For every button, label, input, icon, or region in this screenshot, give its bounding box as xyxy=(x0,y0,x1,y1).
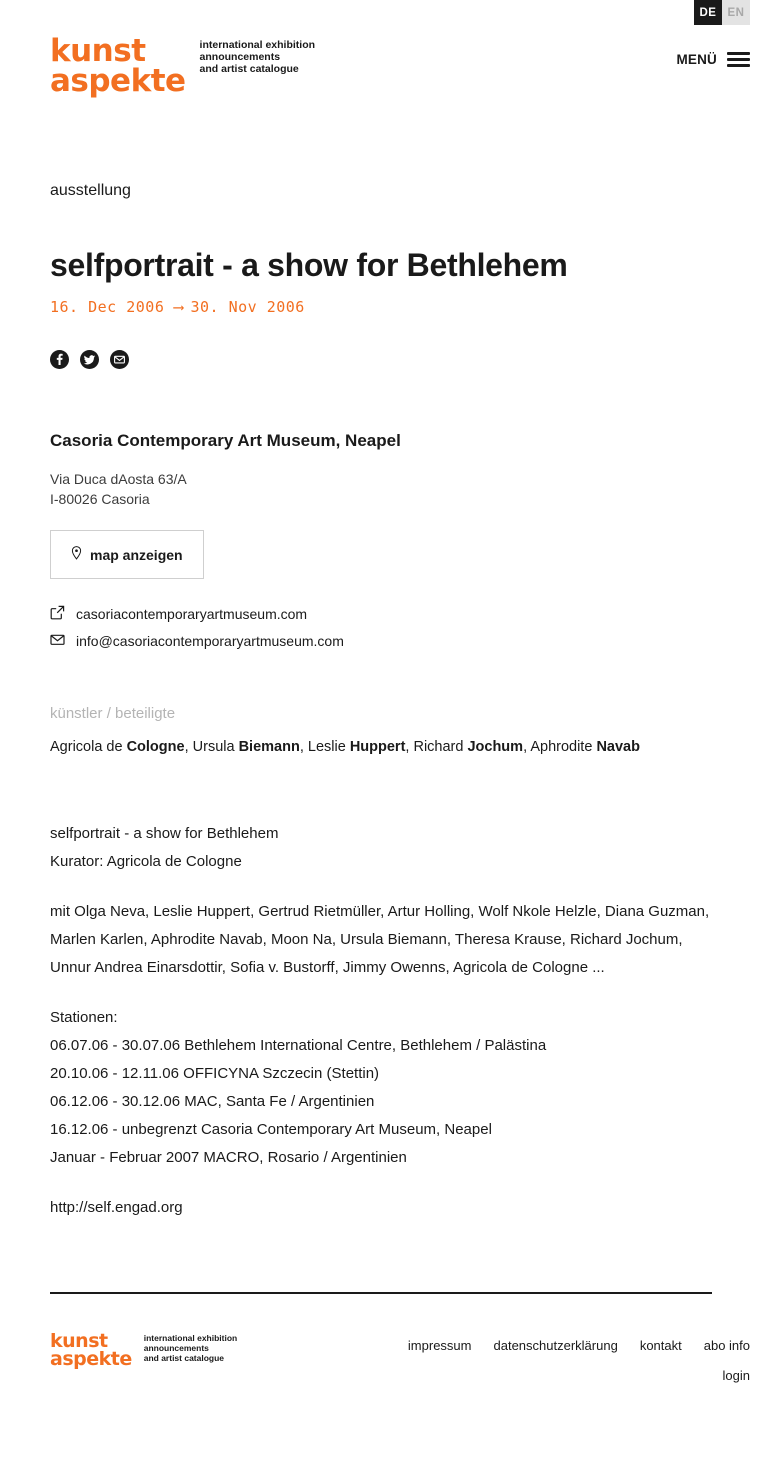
logo-wordmark xyxy=(50,33,186,99)
description-url: http://self.engad.org xyxy=(50,1199,183,1216)
station-item: 16.12.06 - unbegrenzt Casoria Contemporary Art Museum, Neapel xyxy=(50,1121,492,1138)
hamburger-icon xyxy=(727,52,750,67)
date-range xyxy=(50,298,712,316)
logo-line-aspekte: aspekte xyxy=(50,63,186,99)
share-row xyxy=(50,350,712,369)
footer-login xyxy=(408,1368,750,1383)
footer-logo-line-aspekte: aspekte xyxy=(50,1348,132,1370)
page-title: selfportrait - a show for Bethlehem xyxy=(50,247,568,283)
menu-button-label: MENÜ xyxy=(676,52,717,67)
footer-link-impressum[interactable]: impressum xyxy=(407,1338,472,1353)
website-link[interactable] xyxy=(50,605,712,623)
footer-link-kontakt[interactable]: kontakt xyxy=(639,1338,682,1353)
logo-line-kunst: kunst xyxy=(50,33,146,69)
artist-lastname: Cologne xyxy=(126,739,185,755)
artist-firstname: Leslie xyxy=(307,739,346,755)
artist-separator: , xyxy=(299,739,304,755)
language-option-de[interactable]: DE xyxy=(694,0,722,25)
footer-logo-wordmark xyxy=(50,1332,132,1368)
show-map-button-label: map anzeigen xyxy=(90,546,183,563)
facebook-icon[interactable] xyxy=(50,350,69,369)
artist-item[interactable] xyxy=(413,739,527,755)
artist-firstname: Aphrodite xyxy=(530,739,593,755)
artist-item[interactable] xyxy=(308,739,410,755)
description-text xyxy=(50,820,712,1222)
footer-tagline-line-1: international exhibition xyxy=(143,1333,238,1343)
artist-lastname: Jochum xyxy=(467,739,524,755)
artist-firstname: Agricola de xyxy=(50,739,123,755)
artist-item[interactable] xyxy=(50,739,189,755)
logo-tagline-line-2: announcements xyxy=(199,51,281,63)
station-item: 20.10.06 - 12.11.06 OFFICYNA Szczecin (Stettin) xyxy=(50,1065,380,1082)
footer-link-abo-info[interactable]: abo info xyxy=(703,1338,750,1353)
external-link-icon xyxy=(50,605,65,623)
contact-links xyxy=(50,605,712,650)
language-option-en[interactable]: EN xyxy=(722,0,750,25)
twitter-icon[interactable] xyxy=(80,350,99,369)
description-p1-line-2: Kurator: Agricola de Cologne xyxy=(50,853,242,870)
envelope-icon xyxy=(50,632,65,650)
footer-links xyxy=(408,1338,750,1353)
description-paragraph-1 xyxy=(50,820,712,876)
artist-lastname: Navab xyxy=(596,739,640,755)
logo[interactable] xyxy=(50,33,750,99)
site-footer xyxy=(0,1294,762,1403)
logo-tagline xyxy=(200,39,316,75)
footer-logo[interactable] xyxy=(50,1332,237,1368)
footer-logo-tagline xyxy=(144,1333,238,1363)
date-end: 30. Nov 2006 xyxy=(190,298,305,316)
artists-list xyxy=(50,736,712,758)
description-p1-line-1: selfportrait - a show for Bethlehem xyxy=(50,825,279,842)
email-link[interactable] xyxy=(50,632,712,650)
artists-section-label: künstler / beteiligte xyxy=(50,705,176,722)
footer-navigation xyxy=(408,1332,750,1383)
station-item: 06.12.06 - 30.12.06 MAC, Santa Fe / Argentinien xyxy=(50,1093,375,1110)
menu-button[interactable] xyxy=(676,52,750,67)
logo-tagline-line-3: and artist catalogue xyxy=(199,63,299,75)
station-item: Januar - Februar 2007 MACRO, Rosario / Argentinien xyxy=(50,1149,407,1166)
artist-lastname: Huppert xyxy=(349,739,406,755)
date-start: 16. Dec 2006 xyxy=(50,298,165,316)
venue-name: Casoria Contemporary Art Museum, Neapel xyxy=(50,431,401,450)
artist-firstname: Richard xyxy=(413,739,464,755)
footer-tagline-line-3: and artist catalogue xyxy=(143,1353,225,1363)
venue-address-line-2: I-80026 Casoria xyxy=(50,491,150,507)
artist-separator: , xyxy=(523,739,528,755)
page-kicker: ausstellung xyxy=(50,182,131,199)
login-link[interactable]: login xyxy=(722,1368,750,1383)
email-icon[interactable] xyxy=(110,350,129,369)
artist-firstname: Ursula xyxy=(192,739,235,755)
footer-logo-line-kunst: kunst xyxy=(50,1330,108,1352)
description-paragraph-2: mit Olga Neva, Leslie Huppert, Gertrud Rietmüller, Artur Holling, Wolf Nkole Helzle, Diana Guzman, Marlen Karlen, Aphrodite Navab, Moon Na, Ursula Biemann, Theresa Krause, Richard Jochum, Unnur Andrea Einarsdottir, Sofia v. Bustorff, Jimmy Owenns, Agricola de Cologne ... xyxy=(50,903,710,976)
logo-tagline-line-1: international exhibition xyxy=(199,39,316,51)
artist-separator: , xyxy=(405,739,410,755)
artist-item[interactable] xyxy=(530,739,640,755)
artist-item[interactable] xyxy=(193,739,304,755)
venue-address xyxy=(50,469,712,509)
footer-tagline-line-2: announcements xyxy=(143,1343,209,1353)
stations-heading: Stationen: xyxy=(50,1009,118,1026)
main-content xyxy=(0,182,762,1294)
show-map-button[interactable] xyxy=(50,530,204,579)
venue-address-line-1: Via Duca dAosta 63/A xyxy=(50,471,187,487)
site-header xyxy=(0,0,762,120)
location-pin-icon xyxy=(71,546,82,563)
station-item: 06.07.06 - 30.07.06 Bethlehem International Centre, Bethlehem / Palästina xyxy=(50,1037,547,1054)
footer-link-datenschutz[interactable]: datenschutzerklärung xyxy=(493,1338,618,1353)
artist-lastname: Biemann xyxy=(238,739,300,755)
date-arrow-icon: ⟶ xyxy=(173,298,181,316)
description-paragraph-3 xyxy=(50,1004,712,1172)
email-link-label: info@casoriacontemporaryartmuseum.com xyxy=(76,633,344,649)
artist-separator: , xyxy=(184,739,189,755)
website-link-label: casoriacontemporaryartmuseum.com xyxy=(76,606,308,622)
